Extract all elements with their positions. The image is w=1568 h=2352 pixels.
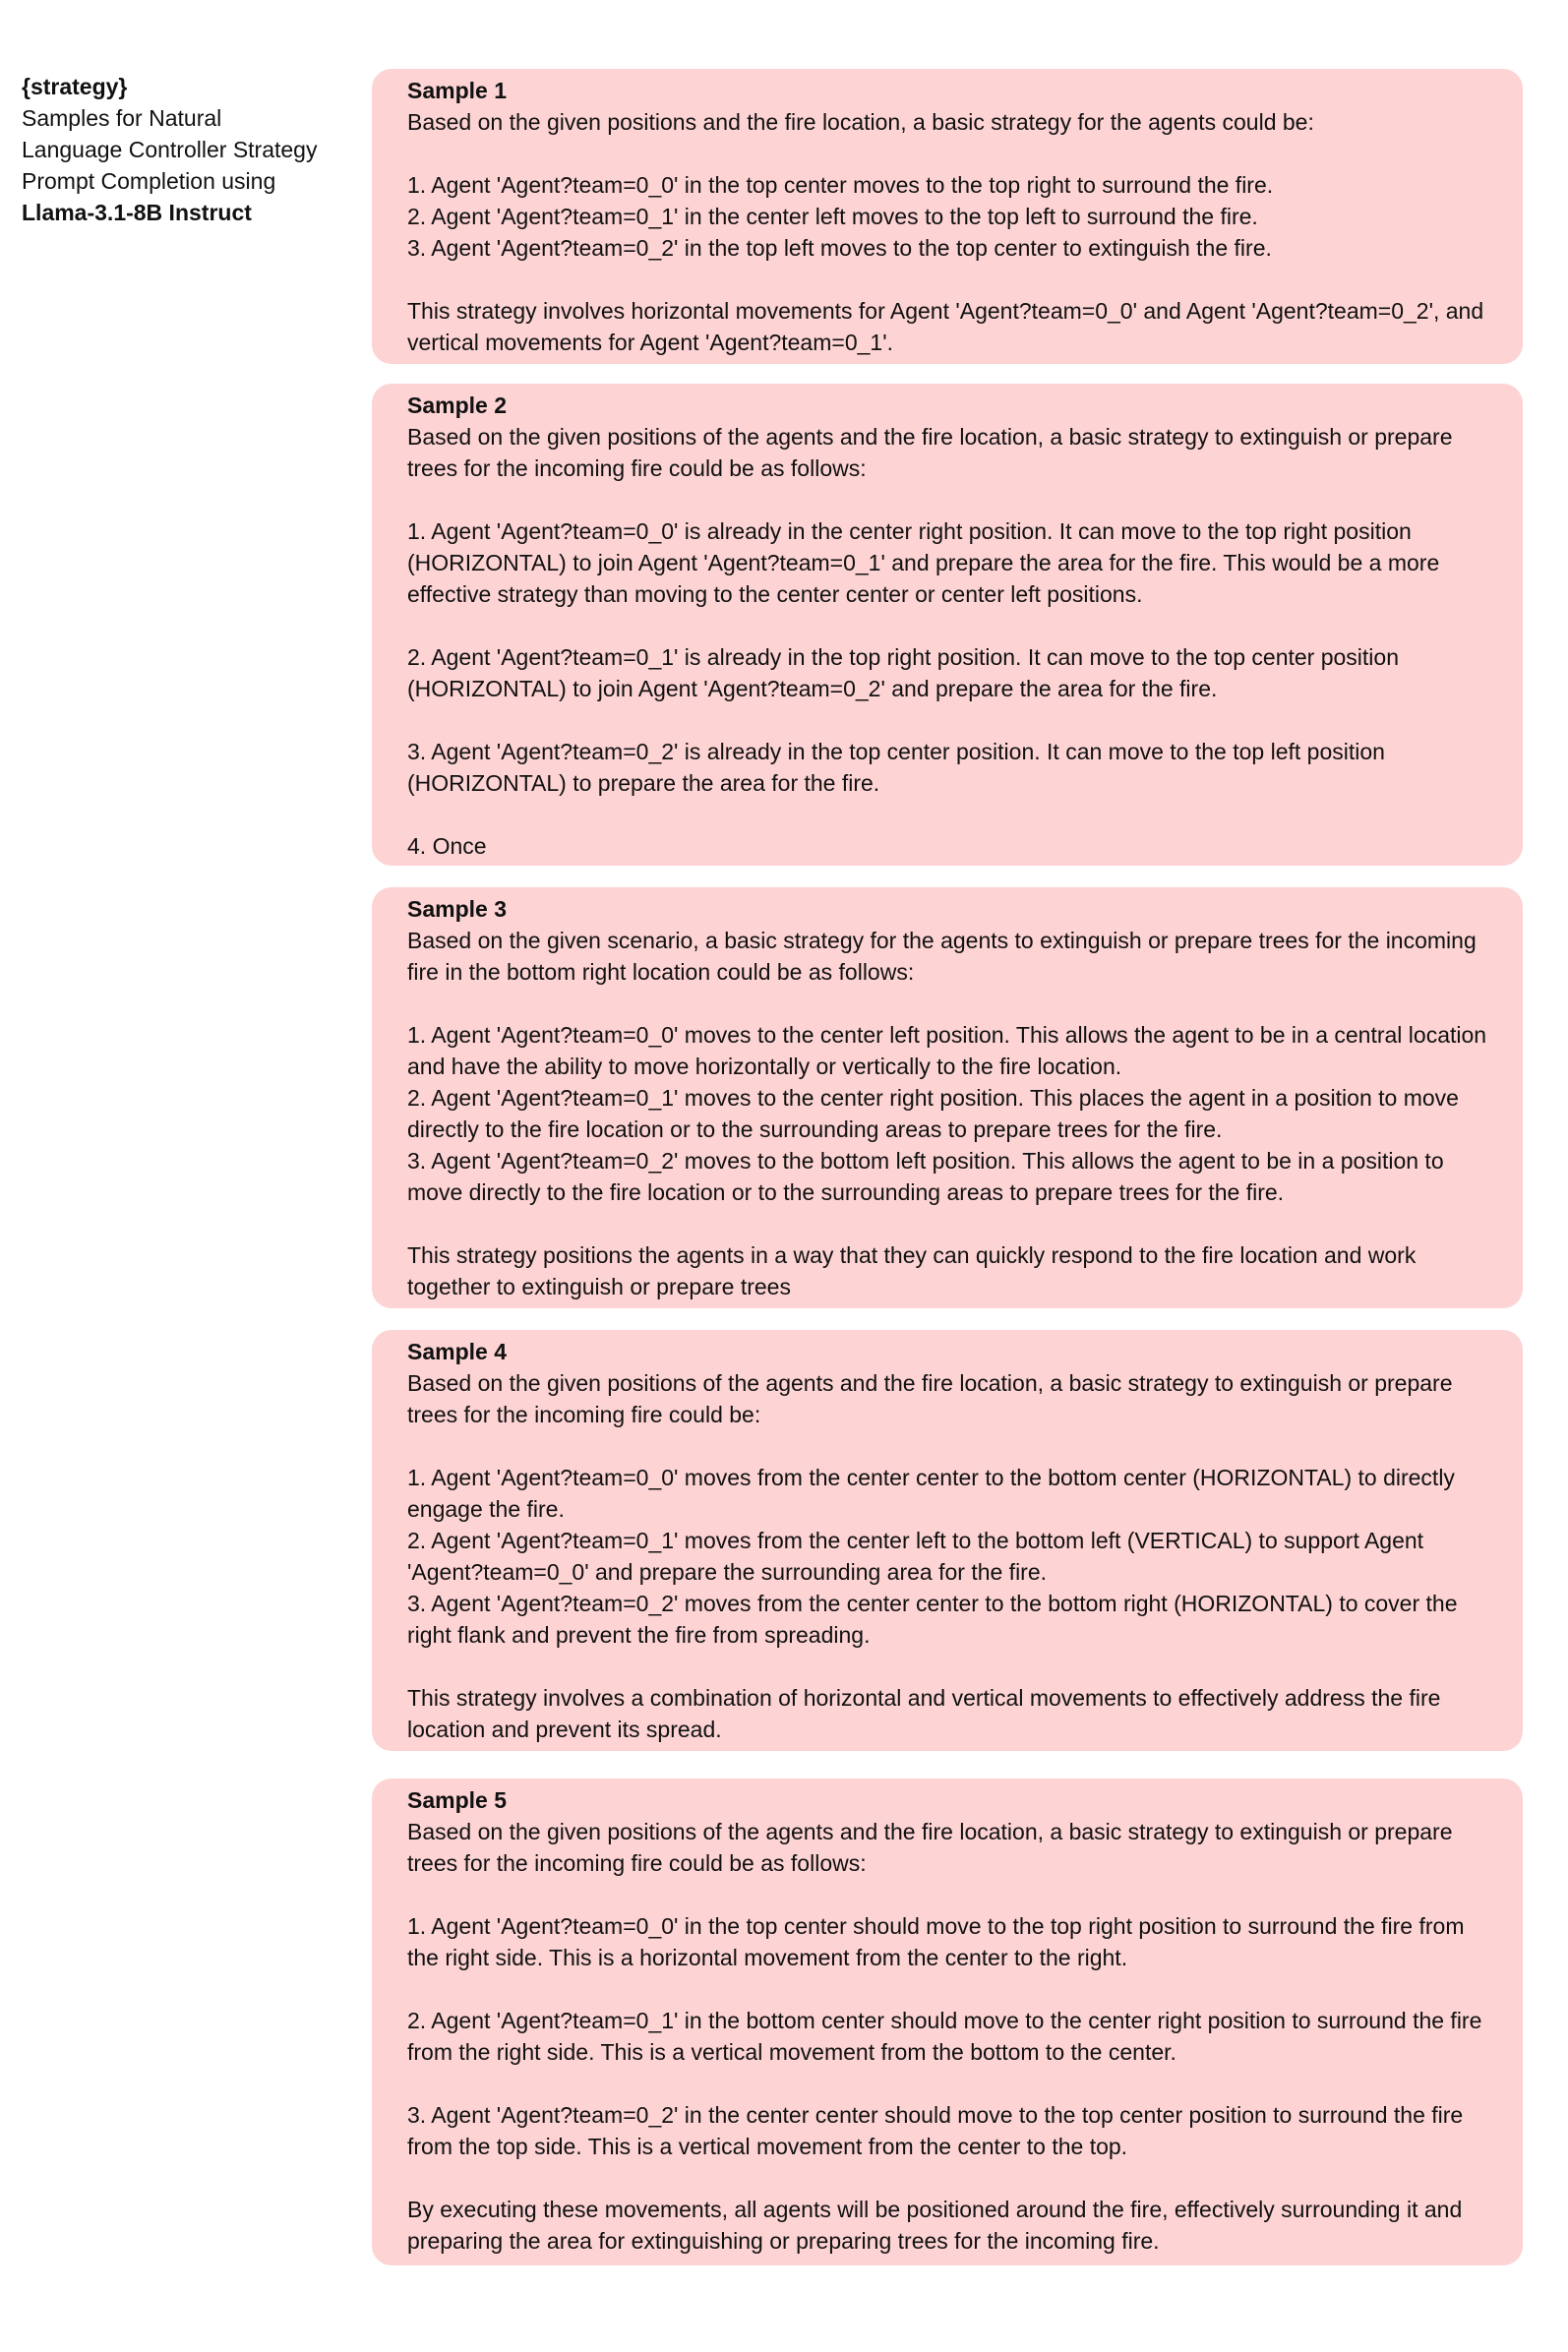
sample-card-4 xyxy=(372,1330,1523,1751)
sample-item: 1. Agent 'Agent?team=0_0' in the top center should move to the top right position to surround the fire from the right side. This is a horizontal movement from the center to the right. xyxy=(407,1913,1465,1970)
sample-intro: Based on the given scenario, a basic strategy for the agents to extinguish or prepare trees for the incoming fire in the bottom right location could be as follows: xyxy=(407,928,1477,985)
strategy-tag: {strategy} xyxy=(22,74,128,99)
sample-item: 3. Agent 'Agent?team=0_2' in the center center should move to the top center position to surround the fire from the top side. This is a vertical movement from the center to the top. xyxy=(407,2102,1464,2159)
sample-item: 1. Agent 'Agent?team=0_0' moves to the center left position. This allows the agent to be in a central location and have the ability to move horizontally or vertically to the fire location. xyxy=(407,1022,1487,1079)
sample-card-3 xyxy=(372,887,1523,1308)
sample-item: 1. Agent 'Agent?team=0_0' in the top center moves to the top right to surround the fire. xyxy=(407,172,1274,198)
sample-title: Sample 5 xyxy=(407,1787,507,1813)
sample-item: 3. Agent 'Agent?team=0_2' is already in the top center position. It can move to the top left position (HORIZONTAL) to prepare the area for the fire. xyxy=(407,739,1385,796)
caption-line-1: Samples for Natural xyxy=(22,105,222,131)
sample-title: Sample 1 xyxy=(407,78,507,103)
sample-item: 1. Agent 'Agent?team=0_0' moves from the center center to the bottom center (HORIZONTAL) to directly engage the fire. xyxy=(407,1465,1455,1522)
sample-closing: This strategy involves horizontal movements for Agent 'Agent?team=0_0' and Agent 'Agent?team=0_2', and vertical movements for Agent 'Agent?team=0_1'. xyxy=(407,298,1484,355)
sample-item: 4. Once xyxy=(407,833,487,859)
sample-card-5 xyxy=(372,1779,1523,2265)
sample-closing: By executing these movements, all agents will be positioned around the fire, effectively surrounding it and preparing the area for extinguishing or preparing trees for the incoming fire. xyxy=(407,2197,1463,2254)
sample-item: 3. Agent 'Agent?team=0_2' in the top left moves to the top center to extinguish the fire. xyxy=(407,235,1272,261)
sample-item: 2. Agent 'Agent?team=0_1' in the center left moves to the top left to surround the fire. xyxy=(407,204,1258,229)
caption-line-2: Language Controller Strategy xyxy=(22,137,318,162)
sample-title: Sample 4 xyxy=(407,1339,507,1364)
sample-item: 2. Agent 'Agent?team=0_1' is already in the top right position. It can move to the top center position (HORIZONTAL) to join Agent 'Agent?team=0_2' and prepare the area for the fire. xyxy=(407,644,1400,701)
model-name: Llama-3.1-8B Instruct xyxy=(22,200,252,225)
sample-card-1 xyxy=(372,69,1523,364)
sample-intro: Based on the given positions of the agents and the fire location, a basic strategy to extinguish or prepare trees for the incoming fire could be as follows: xyxy=(407,424,1453,481)
sample-item: 3. Agent 'Agent?team=0_2' moves to the bottom left position. This allows the agent to be in a position to move directly to the fire location or to the surrounding areas to prepare trees for the fire. xyxy=(407,1148,1444,1205)
sample-item: 1. Agent 'Agent?team=0_0' is already in the center right position. It can move to the top right position (HORIZONTAL) to join Agent 'Agent?team=0_1' and prepare the area for the fire. This would be a more effective strategy than moving to the center center or center left positions. xyxy=(407,518,1440,607)
sample-intro: Based on the given positions of the agents and the fire location, a basic strategy to extinguish or prepare trees for the incoming fire could be: xyxy=(407,1370,1453,1427)
sample-item: 2. Agent 'Agent?team=0_1' moves to the center right position. This places the agent in a position to move directly to the fire location or to the surrounding areas to prepare trees for the fire. xyxy=(407,1085,1459,1142)
sample-closing: This strategy involves a combination of horizontal and vertical movements to effectively address the fire location and prevent its spread. xyxy=(407,1685,1441,1742)
sample-title: Sample 3 xyxy=(407,896,507,922)
sample-intro: Based on the given positions of the agents and the fire location, a basic strategy to extinguish or prepare trees for the incoming fire could be as follows: xyxy=(407,1819,1453,1876)
sample-closing: This strategy positions the agents in a way that they can quickly respond to the fire location and work together to extinguish or prepare trees xyxy=(407,1242,1417,1299)
sample-card-2 xyxy=(372,384,1523,866)
caption-sidebar xyxy=(22,71,356,228)
sample-intro: Based on the given positions and the fire location, a basic strategy for the agents could be: xyxy=(407,109,1314,135)
samples-list xyxy=(372,69,1523,2265)
sample-item: 3. Agent 'Agent?team=0_2' moves from the center center to the bottom right (HORIZONTAL) to cover the right flank and prevent the fire from spreading. xyxy=(407,1591,1458,1648)
sample-title: Sample 2 xyxy=(407,392,507,418)
sample-item: 2. Agent 'Agent?team=0_1' in the bottom center should move to the center right position to surround the fire from the right side. This is a vertical movement from the bottom to the center. xyxy=(407,2008,1482,2065)
caption-line-3: Prompt Completion using xyxy=(22,168,276,194)
sample-item: 2. Agent 'Agent?team=0_1' moves from the center left to the bottom left (VERTICAL) to support Agent 'Agent?team=0_0' and prepare the surrounding area for the fire. xyxy=(407,1528,1424,1585)
